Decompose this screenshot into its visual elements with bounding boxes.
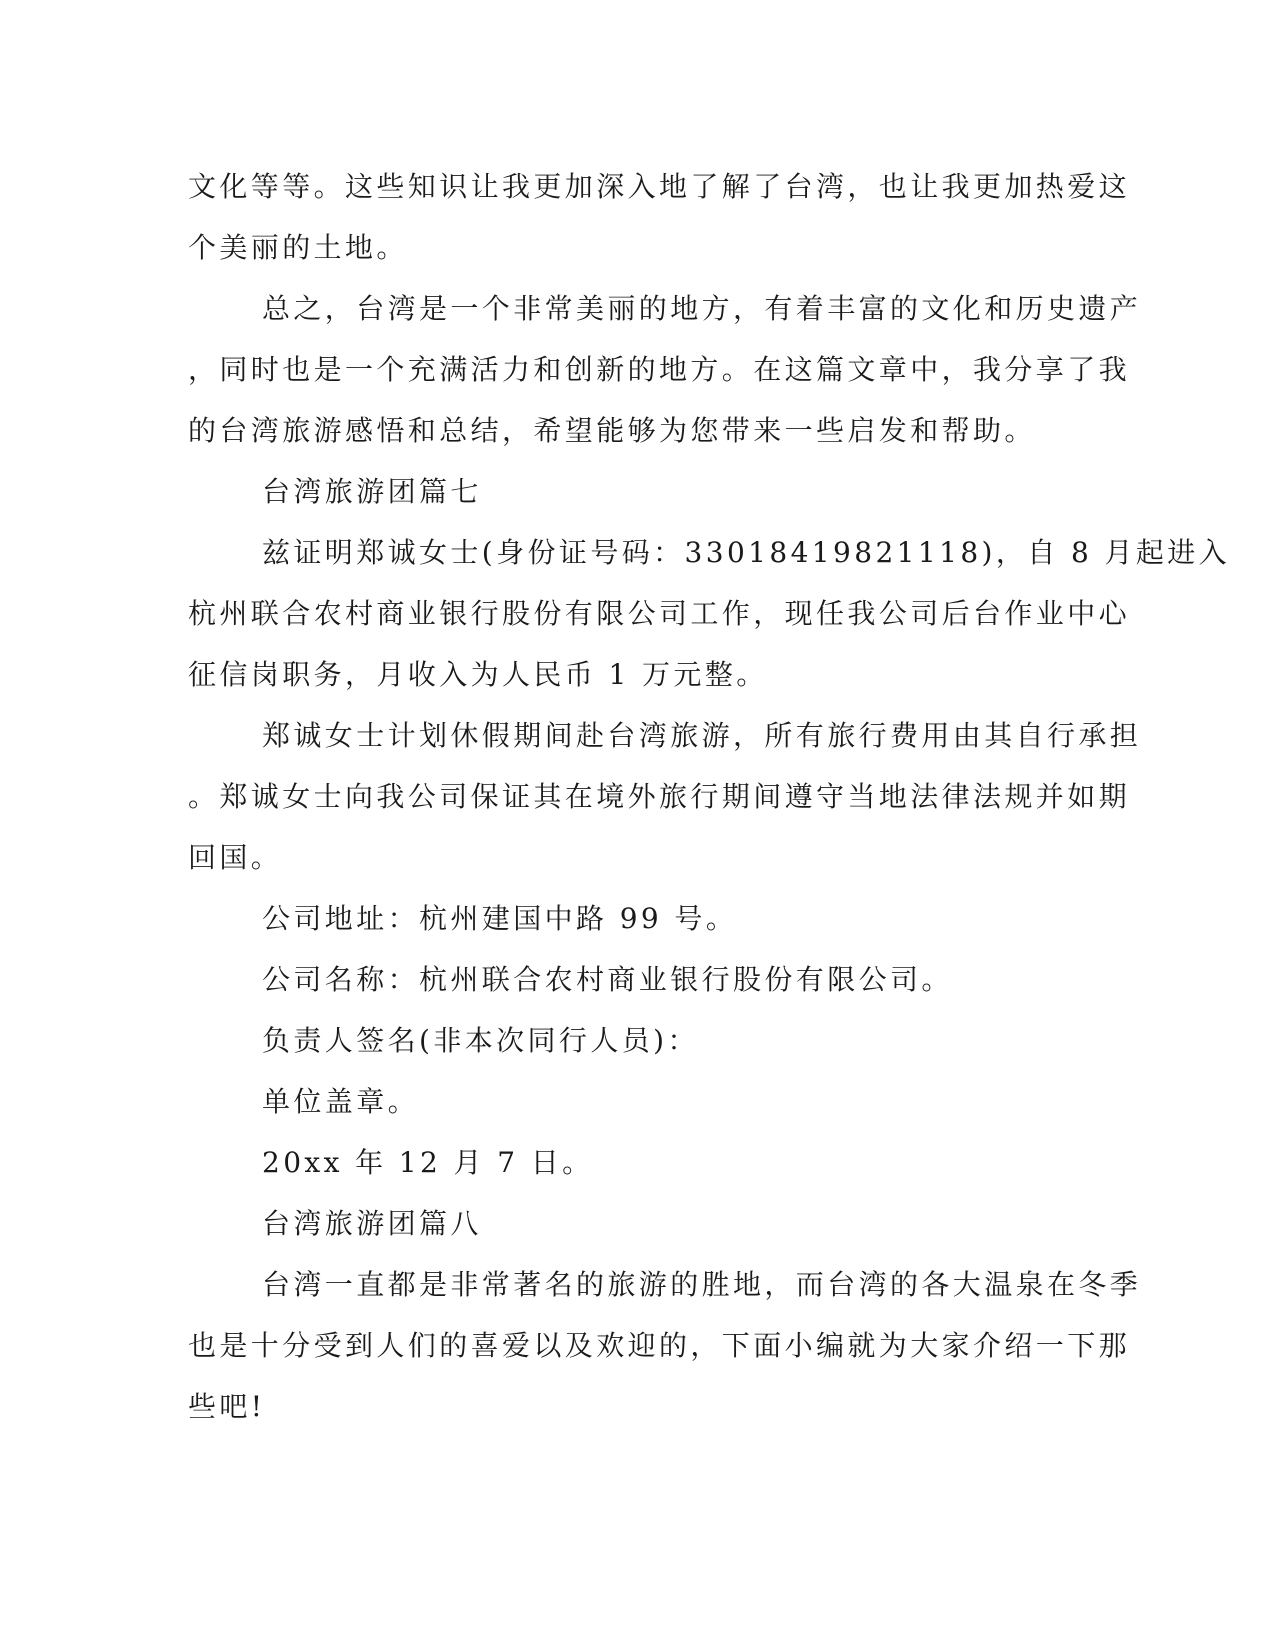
section-heading-text: 台湾旅游团篇七 [262, 475, 482, 508]
text-line: 总之，台湾是一个非常美丽的地方，有着丰富的文化和历史遗产 [262, 292, 1142, 325]
text-line: 台湾一直都是非常著名的旅游的胜地，而台湾的各大温泉在冬季 [262, 1268, 1142, 1301]
section-heading [188, 461, 1078, 522]
text-line: 文化等等。这些知识让我更加深入地了解了台湾，也让我更加热爱这 [188, 170, 1131, 203]
paragraph [188, 278, 1142, 461]
company-address [188, 888, 1078, 949]
paragraph [188, 1254, 1142, 1437]
text-line: 兹证明郑诚女士(身份证号码：33018419821118)，自 8 月起进入 [262, 536, 1231, 569]
text-line: 也是十分受到人们的喜爱以及欢迎的，下面小编就为大家介绍一下那 [188, 1329, 1131, 1362]
text-line: 公司地址：杭州建国中路 99 号。 [262, 902, 738, 935]
text-line: 负责人签名(非本次同行人员)： [262, 1024, 699, 1057]
seal-line [188, 1071, 1078, 1132]
paragraph [188, 156, 1131, 278]
text-line: 征信岗职务，月收入为人民币 1 万元整。 [188, 658, 768, 691]
text-line: 回国。 [188, 841, 283, 874]
company-name [188, 949, 1078, 1010]
signature-line [188, 1010, 1078, 1071]
text-line: 公司名称：杭州联合农村商业银行股份有限公司。 [262, 963, 953, 996]
text-line: 单位盖章。 [262, 1085, 420, 1118]
text-line: ，同时也是一个充满活力和创新的地方。在这篇文章中，我分享了我 [188, 353, 1131, 386]
paragraph [188, 522, 1231, 705]
text-line: 。郑诚女士向我公司保证其在境外旅行期间遵守当地法律法规并如期 [188, 780, 1131, 813]
section-heading-text: 台湾旅游团篇八 [262, 1207, 482, 1240]
text-line: 杭州联合农村商业银行股份有限公司工作，现任我公司后台作业中心 [188, 597, 1131, 630]
text-line: 些吧! [188, 1390, 266, 1423]
text-line: 郑诚女士计划休假期间赴台湾旅游，所有旅行费用由其自行承担 [262, 719, 1142, 752]
section-heading [188, 1193, 1078, 1254]
text-line: 个美丽的土地。 [188, 231, 408, 264]
date-line [188, 1132, 1078, 1193]
paragraph [188, 705, 1142, 888]
text-line: 的台湾旅游感悟和总结，希望能够为您带来一些启发和帮助。 [188, 414, 1036, 447]
document-body [188, 156, 1231, 1437]
text-line: 20xx 年 12 月 7 日。 [262, 1146, 594, 1179]
